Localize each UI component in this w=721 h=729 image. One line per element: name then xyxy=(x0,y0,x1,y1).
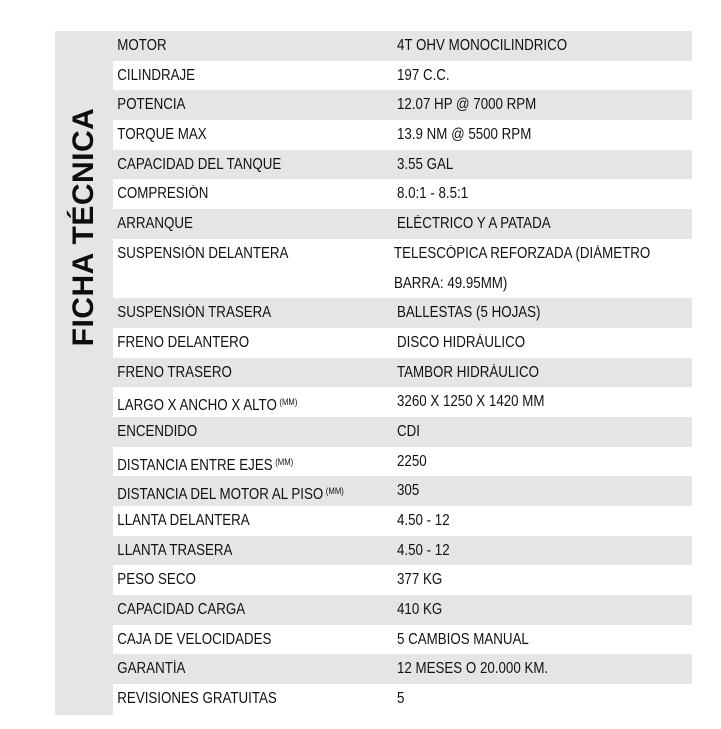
spec-value-line: 410 KG xyxy=(397,601,443,619)
spec-row xyxy=(113,417,692,447)
spec-value-line: 8.0:1 - 8.5:1 xyxy=(397,185,469,203)
spec-row xyxy=(113,536,692,566)
spec-label xyxy=(113,183,357,205)
spec-row xyxy=(113,684,692,714)
spec-row xyxy=(113,595,692,625)
spec-value-line: 4.50 - 12 xyxy=(397,512,450,530)
spec-label-text: GARANTÍA xyxy=(117,660,186,678)
spec-label-text: TORQUE MAX xyxy=(117,126,207,144)
spec-label-text: ENCENDIDO xyxy=(117,422,198,440)
spec-value xyxy=(397,90,651,120)
spec-value-line: DISCO HIDRÁULICO xyxy=(397,333,526,351)
spec-row xyxy=(113,120,692,150)
spec-table xyxy=(113,31,692,714)
spec-value-line: 197 C.C. xyxy=(397,66,450,84)
spec-label xyxy=(113,154,357,176)
spec-row xyxy=(113,387,692,417)
spec-label-text: CAPACIDAD CARGA xyxy=(117,601,246,619)
spec-label-text: CAPACIDAD DEL TANQUE xyxy=(117,155,282,173)
spec-label-text: DISTANCIA ENTRE EJES xyxy=(117,456,273,474)
spec-value-line: TAMBOR HIDRÁULICO xyxy=(397,363,539,381)
spec-value-line: BALLESTAS (5 HOJAS) xyxy=(397,304,541,322)
spec-value-line: TELESCÓPICA REFORZADA (DIÁMETRO xyxy=(394,244,651,262)
spec-value-line: 2250 xyxy=(397,452,427,470)
spec-unit: (MM) xyxy=(325,486,344,497)
spec-label-text: ARRANQUE xyxy=(117,215,193,233)
spec-label xyxy=(113,35,357,57)
spec-value xyxy=(397,417,651,447)
spec-value xyxy=(397,209,651,239)
spec-label xyxy=(113,480,357,506)
spec-value-line: CDI xyxy=(397,422,420,440)
spec-value-line: 13.9 NM @ 5500 RPM xyxy=(397,126,532,144)
spec-value-line: 12.07 HP @ 7000 RPM xyxy=(397,96,537,114)
spec-row xyxy=(113,150,692,180)
spec-value-line: 377 KG xyxy=(397,571,443,589)
spec-label-text: DISTANCIA DEL MOTOR AL PISO xyxy=(117,486,324,504)
spec-value xyxy=(397,358,651,388)
spec-label-text: POTENCIA xyxy=(117,96,186,114)
spec-label xyxy=(113,213,357,235)
spec-label-text: LARGO X ANCHO X ALTO xyxy=(117,397,277,415)
spec-unit: (MM) xyxy=(279,397,298,408)
spec-value xyxy=(397,536,651,566)
spec-value xyxy=(397,506,651,536)
spec-value-line: 5 xyxy=(397,690,405,708)
spec-label-text: FRENO TRASERO xyxy=(117,363,232,381)
spec-label xyxy=(113,421,357,443)
spec-label xyxy=(113,65,357,87)
spec-unit: (MM) xyxy=(275,456,294,467)
section-title: FICHA TÉCNICA xyxy=(67,107,100,347)
spec-label-text: LLANTA DELANTERA xyxy=(117,512,250,530)
spec-value xyxy=(397,595,651,625)
spec-row xyxy=(113,654,692,684)
spec-label xyxy=(113,629,357,651)
spec-label xyxy=(113,243,355,265)
spec-value-line: 305 xyxy=(397,482,420,500)
side-title-band xyxy=(55,31,113,715)
spec-value xyxy=(397,387,651,417)
spec-label xyxy=(113,658,357,680)
spec-label xyxy=(113,540,357,562)
spec-label-text: CILINDRAJE xyxy=(117,66,196,84)
spec-label-text: REVISIONES GRATUITAS xyxy=(117,690,277,708)
spec-value xyxy=(397,565,651,595)
spec-label-text: MOTOR xyxy=(117,37,167,54)
spec-value-line: 4.50 - 12 xyxy=(397,541,450,559)
spec-label xyxy=(113,599,357,621)
spec-row xyxy=(113,625,692,655)
spec-value-line: 5 CAMBIOS MANUAL xyxy=(397,630,529,648)
spec-value-line: BARRA: 49.95MM) xyxy=(394,274,508,292)
spec-row xyxy=(113,90,692,120)
spec-row xyxy=(113,328,692,358)
spec-value-line: ELÉCTRICO Y A PATADA xyxy=(397,215,551,233)
spec-label-text: SUSPENSIÓN TRASERA xyxy=(117,304,272,322)
spec-value xyxy=(397,625,651,655)
spec-value xyxy=(397,328,651,358)
spec-row xyxy=(113,61,692,91)
spec-value-line: 3.55 GAL xyxy=(397,155,454,173)
spec-row xyxy=(113,476,692,506)
spec-value xyxy=(397,61,651,91)
spec-label-text: PESO SECO xyxy=(117,571,196,589)
spec-value-line: 3260 X 1250 X 1420 MM xyxy=(397,393,545,411)
spec-value xyxy=(397,654,651,684)
spec-label xyxy=(113,688,357,710)
spec-label xyxy=(113,362,357,384)
spec-label xyxy=(113,451,357,477)
spec-label-text: LLANTA TRASERA xyxy=(117,541,233,559)
spec-label xyxy=(113,124,357,146)
spec-row xyxy=(113,506,692,536)
spec-row xyxy=(113,298,692,328)
spec-row xyxy=(113,447,692,477)
spec-label xyxy=(113,302,357,324)
spec-row xyxy=(113,31,692,61)
spec-label xyxy=(113,510,357,532)
spec-value xyxy=(397,120,651,150)
spec-label-text: CAJA DE VELOCIDADES xyxy=(117,630,272,648)
spec-label-text: FRENO DELANTERO xyxy=(117,333,250,351)
spec-label xyxy=(113,332,357,354)
spec-label xyxy=(113,391,357,417)
spec-value-line: 4T OHV MONOCILINDRICO xyxy=(397,37,568,54)
spec-value xyxy=(397,179,651,209)
spec-label xyxy=(113,569,357,591)
spec-value xyxy=(397,684,651,714)
spec-row xyxy=(113,209,692,239)
spec-value xyxy=(397,31,651,61)
spec-label-text: SUSPENSIÓN DELANTERA xyxy=(117,244,289,262)
spec-label xyxy=(113,94,357,116)
spec-label-text: COMPRESIÓN xyxy=(117,185,209,203)
spec-row xyxy=(113,179,692,209)
spec-value xyxy=(397,447,651,477)
spec-sheet xyxy=(55,31,692,715)
spec-value xyxy=(397,298,651,328)
spec-row xyxy=(113,239,692,298)
spec-value-line: 12 MESES O 20.000 KM. xyxy=(397,660,549,678)
spec-row xyxy=(113,565,692,595)
spec-value xyxy=(397,150,651,180)
spec-value xyxy=(397,476,651,506)
spec-value xyxy=(394,239,650,298)
spec-row xyxy=(113,358,692,388)
